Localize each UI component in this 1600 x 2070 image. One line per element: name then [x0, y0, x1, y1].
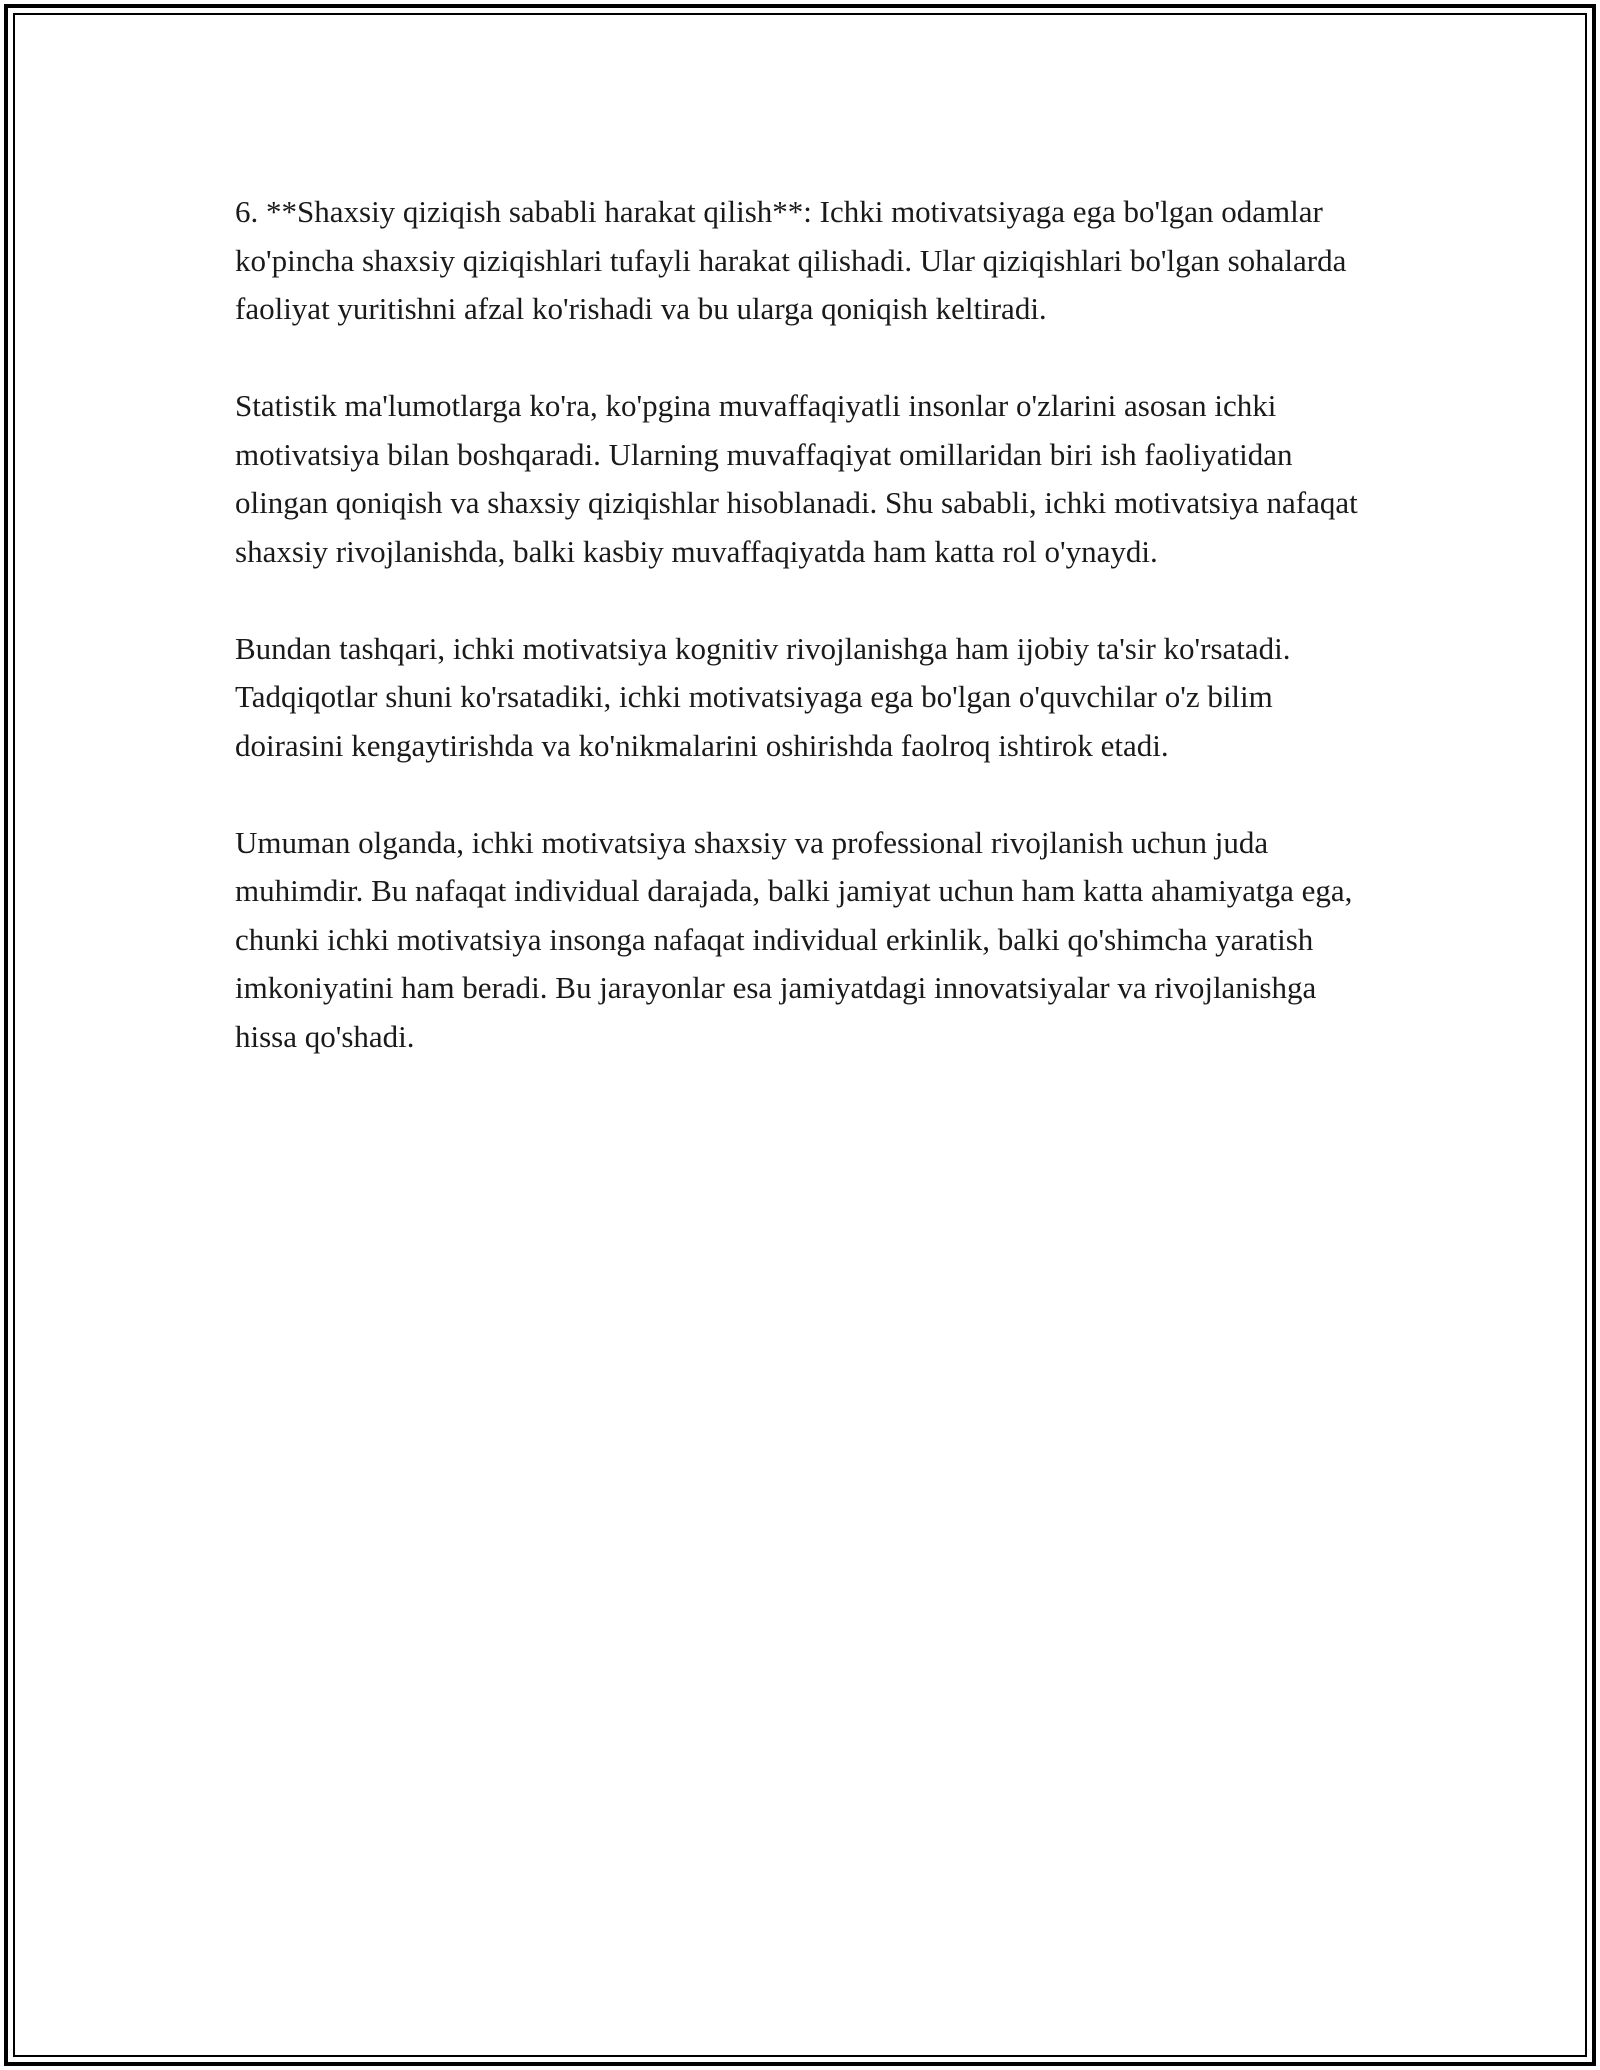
paragraph-statistics: Statistik ma'lumotlarga ko'ra, ko'pgina muvaffaqiyatli insonlar o'zlarini asosan ichki motivatsiya bilan boshqaradi. Ularning muvaffaqiyat omillaridan biri ish faoliyatidan olingan qoniqish va shaxsiy qiziqishlar hisoblanadi. Shu sababli, ichki motivatsiya nafaqat shaxsiy rivojlanishda, balki kasbiy muvaffaqiyatda ham katta rol o'ynaydi.: [235, 388, 1358, 569]
document-body: [235, 188, 1375, 1061]
paragraph-personal-interest: 6. **Shaxsiy qiziqish sababli harakat qilish**: Ichki motivatsiyaga ega bo'lgan odamlar ko'pincha shaxsiy qiziqishlari tufayli harakat qilishadi. Ular qiziqishlari bo'lgan sohalarda faoliyat yuritishni afzal ko'rishadi va bu ularga qoniqish keltiradi.: [235, 194, 1347, 326]
paragraph-cognitive-development: Bundan tashqari, ichki motivatsiya kognitiv rivojlanishga ham ijobiy ta'sir ko'rsatadi. Tadqiqotlar shuni ko'rsatadiki, ichki motivatsiyaga ega bo'lgan o'quvchilar o'z bilim doirasini kengaytirishda va ko'nikmalarini oshirishda faolroq ishtirok etadi.: [235, 630, 1291, 763]
paragraph-conclusion: Umuman olganda, ichki motivatsiya shaxsiy va professional rivojlanish uchun juda muhimdir. Bu nafaqat individual darajada, balki jamiyat uchun ham katta ahamiyatga ega, chunki ichki motivatsiya insonga nafaqat individual erkinlik, balki qo'shimcha yaratish imkoniyatini ham beradi. Bu jarayonlar esa jamiyatdagi innovatsiyalar va rivojlanishga hissa qo'shadi.: [235, 824, 1353, 1054]
